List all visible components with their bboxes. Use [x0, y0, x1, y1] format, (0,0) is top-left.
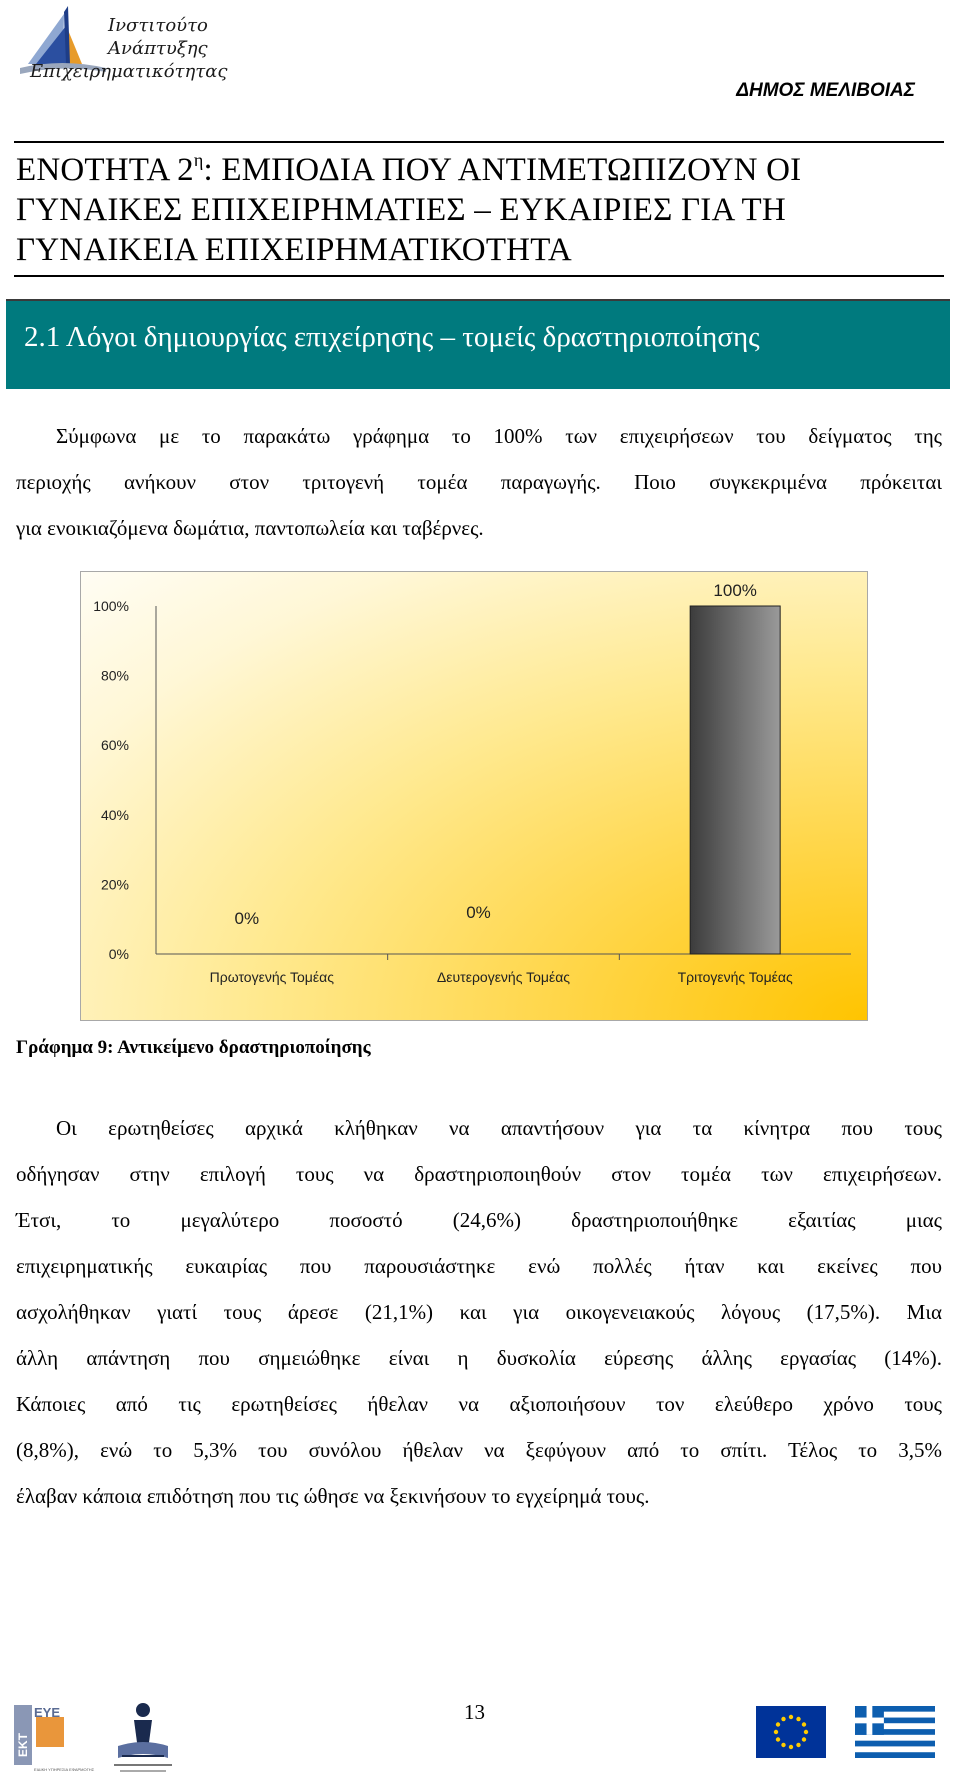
category-label: Πρωτογενής Τομέας	[209, 969, 334, 985]
greek-flag	[855, 1706, 935, 1758]
body-line: ασχολήθηκαν γιατί τους άρεσε (21,1%) και για οικογενειακούς λόγους (17,5%). Μια	[16, 1300, 942, 1324]
star-icon	[796, 1717, 800, 1721]
star-icon	[802, 1737, 806, 1741]
star-icon	[781, 1717, 785, 1721]
body-line: Οι ερωτηθείσες αρχικά κλήθηκαν να απαντήσουν για τα κίνητρα που τους	[56, 1116, 942, 1140]
y-tick-label: 100%	[93, 598, 129, 614]
y-tick-label: 20%	[100, 876, 129, 893]
eu-flag-icon	[756, 1706, 826, 1758]
section-title: 2.1 Λόγοι δημιουργίας επιχείρησης – τομείς δραστηριοποίησης	[24, 321, 760, 353]
chapter-title-part: ΕΝΟΤΗΤΑ 2	[16, 152, 194, 188]
flag-stripe	[855, 1752, 935, 1758]
intro-paragraph	[16, 413, 942, 551]
bar-chart	[80, 571, 868, 1021]
sail-icon	[14, 6, 114, 104]
y-tick-label: 40%	[100, 806, 129, 823]
y-tick-label: 0%	[108, 946, 129, 962]
municipality-name: ΔΗΜΟΣ ΜΕΛΙΒΟΙΑΣ	[736, 80, 915, 101]
body-line: άλλη απάντηση που σημειώθηκε είναι η δυσκολία εύρεσης άλλης εργασίας (14%).	[16, 1346, 942, 1370]
body-line: (8,8%), ενώ το 5,3% του συνόλου ήθελαν να ξεφύγουν από το σπίτι. Τέλος το 3,5%	[16, 1438, 942, 1462]
intro-line: Σύμφωνα με το παρακάτω γράφημα το 100% των επιχειρήσεων του δείγματος της	[56, 424, 942, 448]
star-icon	[774, 1730, 778, 1734]
ministry-logo	[100, 1698, 186, 1778]
chapter-title-line-1	[16, 150, 946, 190]
ekt-eye-logo	[14, 1705, 95, 1775]
body-line: Έτσι, το μεγαλύτερο ποσοστό (24,6%) δραστηριοποιήθηκε εξαιτίας μιας	[16, 1208, 942, 1232]
eye-sub-text: ΕΙΔΙΚΗ ΥΠΗΡΕΣΙΑ ΕΦΑΡΜΟΓΗΣ	[34, 1767, 95, 1772]
data-label: 0%	[466, 903, 491, 922]
body-line: έλαβαν κάποια επιδότηση που τις ώθησε να ξεκινήσουν το εγχείρημά τους.	[16, 1484, 650, 1508]
person-book-icon	[100, 1698, 186, 1778]
body-line: Κάποιες από τις ερωτηθείσες ήθελαν να αξιοποιήσουν τον ελεύθερο χρόνο τους	[16, 1392, 942, 1416]
y-tick-label: 60%	[100, 737, 129, 754]
flag-cross	[855, 1718, 884, 1724]
flag-stripe	[855, 1741, 935, 1747]
page-number: 13	[464, 1700, 485, 1724]
flag-stripe	[855, 1735, 935, 1741]
category-label: Δευτερογενής Τομέας	[436, 969, 571, 985]
star-icon	[789, 1745, 793, 1749]
star-icon	[789, 1715, 793, 1719]
bar-3	[690, 606, 780, 954]
chart-plot	[81, 572, 867, 1020]
chart-caption: Γράφημα 9: Αντικείμενο δραστηριοποίησης	[16, 1037, 371, 1058]
star-icon	[802, 1722, 806, 1726]
ekt-logo-text: ΕΚΤ	[16, 1733, 30, 1757]
chapter-title-sup: η	[193, 150, 204, 170]
star-icon	[796, 1743, 800, 1747]
data-label: 100%	[713, 581, 757, 600]
chapter-title-line-3: ΓΥΝΑΙΚΕΙΑ ΕΠΙΧΕΙΡΗΜΑΤΙΚΟΤΗΤΑ	[16, 232, 572, 268]
eye-logo-text: ΕΥΕ	[34, 1705, 61, 1720]
body-paragraph	[16, 1105, 942, 1519]
category-label: Τριτογενής Τομέας	[677, 969, 793, 985]
ekt-eye-icon	[14, 1705, 95, 1775]
logo-line-2: Ανάπτυξης	[108, 38, 208, 59]
star-icon	[804, 1730, 808, 1734]
section-header	[6, 299, 950, 389]
body-line: επιχειρηματικής ευκαιρίας που παρουσιάστηκε ενώ πολλές ήταν και εκείνες που	[16, 1254, 942, 1278]
flag-stripe	[855, 1746, 935, 1752]
logo-line-1: Ινστιτούτο	[108, 15, 208, 36]
institute-logo	[14, 6, 228, 104]
data-label: 0%	[234, 909, 260, 928]
chapter-title-part: : ΕΜΠΟΔΙΑ ΠΟΥ ΑΝΤΙΜΕΤΩΠΙΖΟΥΝ ΟΙ	[203, 152, 802, 188]
intro-line: για ενοικιαζόμενα δωμάτια, παντοπωλεία και ταβέρνες.	[16, 516, 484, 540]
eu-flag	[756, 1706, 826, 1758]
greek-flag-icon	[855, 1706, 935, 1758]
star-icon	[776, 1737, 780, 1741]
body-line: οδήγησαν στην επιλογή τους να δραστηριοποιηθούν στον τομέα των επιχειρήσεων.	[16, 1162, 942, 1186]
intro-line: περιοχής ανήκουν στον τριτογενή τομέα παραγωγής. Ποιο συγκεκριμένα πρόκειται	[16, 470, 942, 494]
star-icon	[781, 1743, 785, 1747]
logo-text	[30, 14, 228, 83]
logo-line-3: Επιχειρηματικότητας	[30, 61, 228, 82]
header-rule	[14, 141, 944, 143]
chapter-rule	[14, 275, 944, 277]
chapter-title-line-2: ΓΥΝΑΙΚΕΣ ΕΠΙΧΕΙΡΗΜΑΤΙΕΣ – ΕΥΚΑΙΡΙΕΣ ΓΙΑ ΤΗ	[16, 192, 786, 228]
y-tick-label: 80%	[100, 667, 129, 684]
chapter-title	[16, 150, 946, 270]
star-icon	[776, 1722, 780, 1726]
